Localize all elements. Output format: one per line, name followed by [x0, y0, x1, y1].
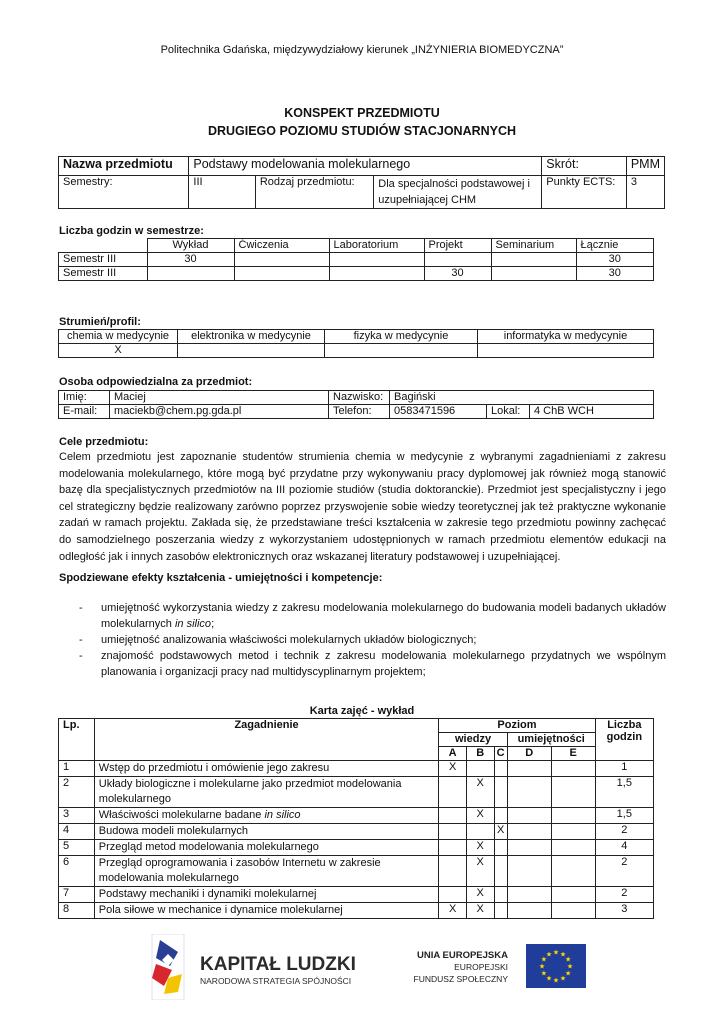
- profile-table: [58, 329, 654, 358]
- topic-text: Przegląd metod modelowania molekularnego: [98, 841, 319, 853]
- lp-cell: 2: [59, 777, 95, 808]
- topic-cell: [94, 840, 439, 856]
- eu-star-icon: ★: [559, 975, 567, 983]
- lp-cell: 6: [59, 856, 95, 887]
- list-item: [59, 600, 666, 632]
- level-e-cell: [551, 903, 595, 919]
- profile-header-cell: chemia w medycynie: [59, 330, 178, 344]
- hours-header: [595, 719, 653, 761]
- hours-cell: Semestr III: [59, 267, 148, 281]
- level-d-cell: [507, 887, 551, 903]
- hours-cell: [491, 253, 576, 267]
- ects-label: Punkty ECTS:: [542, 176, 627, 209]
- topic-text: Przegląd oprogramowania i zasobów Internetu w zakresie modelowania molekularnego: [98, 857, 381, 884]
- outcome-end: ;: [211, 618, 215, 630]
- document-title: [0, 104, 724, 140]
- room-value: 4 ChB WCH: [530, 405, 654, 419]
- kl-title: KAPITAŁ LUDZKI: [200, 954, 356, 975]
- profile-header-cell: informatyka w medycynie: [478, 330, 654, 344]
- table-row: [59, 808, 654, 824]
- topic-cell: [94, 856, 439, 887]
- hours-cell: 2: [595, 887, 653, 903]
- email-value[interactable]: maciekb@chem.pg.gda.pl: [110, 405, 329, 419]
- profile-label: Strumień/profil:: [59, 316, 141, 328]
- level-c-cell: [494, 808, 507, 824]
- person-table: [58, 390, 654, 419]
- level-d-header: D: [507, 747, 551, 761]
- first-name-label: Imię:: [59, 391, 110, 405]
- table-row: [59, 840, 654, 856]
- level-a-cell: [439, 824, 467, 840]
- level-b-cell: [466, 761, 494, 777]
- hours-header-row: [59, 239, 654, 253]
- schedule-body: [59, 761, 654, 919]
- eu-star-icon: ★: [540, 956, 548, 964]
- room-label: Lokal:: [487, 405, 530, 419]
- table-row: [59, 856, 654, 887]
- outcome-text: znajomość podstawowych metod i technik z zakresu modelowania molekularnego przydatnych we wspólnym planowania i organizacji pracy nad multidyscyplinarnym projektem;: [101, 650, 666, 678]
- topic-cell: [94, 777, 439, 808]
- last-name-value: Bagiński: [390, 391, 654, 405]
- level-a-cell: [439, 840, 467, 856]
- goals-label: Cele przedmiotu:: [59, 436, 149, 448]
- topic-text: Właściwości molekularne badane: [98, 809, 265, 821]
- eu-star-icon: ★: [564, 970, 572, 978]
- eu-logo: [412, 944, 592, 994]
- level-a-cell: [439, 856, 467, 887]
- hours-header-line-1: Liczba: [607, 719, 642, 731]
- level-c-cell: [494, 761, 507, 777]
- topic-header: Zagadnienie: [94, 719, 439, 761]
- hours-cell: [234, 267, 329, 281]
- level-e-header: E: [551, 747, 595, 761]
- level-b-cell: X: [466, 808, 494, 824]
- hours-cell: 2: [595, 824, 653, 840]
- course-type-label: Rodzaj przedmiotu:: [255, 176, 373, 209]
- level-d-cell: [507, 903, 551, 919]
- topic-text: Budowa modeli molekularnych: [98, 825, 248, 837]
- level-e-cell: [551, 887, 595, 903]
- level-e-cell: [551, 856, 595, 887]
- hours-header-cell: Laboratorium: [329, 239, 424, 253]
- profile-value-cell: [178, 344, 325, 358]
- hours-table: [58, 238, 654, 281]
- schedule-caption: Karta zajęć - wykład: [309, 705, 415, 717]
- level-b-cell: X: [466, 887, 494, 903]
- list-item: [59, 648, 666, 680]
- person-label: Osoba odpowiedzialna za przedmiot:: [59, 376, 253, 388]
- level-e-cell: [551, 761, 595, 777]
- level-e-cell: [551, 824, 595, 840]
- lp-cell: 4: [59, 824, 95, 840]
- title-line-1: KONSPEKT PRZEDMIOTU: [284, 106, 440, 120]
- profile-header-cell: elektronika w medycynie: [178, 330, 325, 344]
- dash-marker: -: [79, 634, 83, 646]
- eu-star-icon: ★: [538, 963, 546, 971]
- lp-cell: 7: [59, 887, 95, 903]
- hours-cell: 30: [576, 267, 654, 281]
- topic-text: Układy biologiczne i molekularne jako przedmiot modelowania molekularnego: [98, 778, 402, 805]
- dash-marker: -: [79, 650, 83, 662]
- level-a-cell: [439, 777, 467, 808]
- hours-cell: 2: [595, 856, 653, 887]
- level-e-cell: [551, 840, 595, 856]
- eu-star-icon: ★: [552, 949, 560, 957]
- hours-cell: [491, 267, 576, 281]
- topic-italic: in silico: [264, 809, 301, 821]
- kl-subtitle: NARODOWA STRATEGIA SPÓJNOŚCI: [200, 976, 352, 986]
- ects-value: 3: [626, 176, 664, 209]
- level-d-cell: [507, 777, 551, 808]
- level-d-cell: [507, 856, 551, 887]
- topic-cell: [94, 887, 439, 903]
- table-row: [59, 761, 654, 777]
- level-d-cell: [507, 824, 551, 840]
- hours-header-cell: Seminarium: [491, 239, 576, 253]
- institution-header: Politechnika Gdańska, międzywydziałowy kierunek „INŻYNIERIA BIOMEDYCZNA”: [160, 44, 564, 56]
- level-a-cell: X: [439, 903, 467, 919]
- level-c-cell: [494, 903, 507, 919]
- hours-cell: [147, 267, 234, 281]
- topic-cell: [94, 824, 439, 840]
- hours-row: [59, 267, 654, 281]
- table-row: [59, 903, 654, 919]
- hours-cell: 4: [595, 840, 653, 856]
- outcome-text: umiejętność analizowania właściwości molekularnych układów biologicznych;: [101, 634, 477, 646]
- level-a-cell: X: [439, 761, 467, 777]
- lp-cell: 5: [59, 840, 95, 856]
- hours-header-cell: Wykład: [147, 239, 234, 253]
- hours-cell: 1,5: [595, 808, 653, 824]
- lp-cell: 3: [59, 808, 95, 824]
- level-e-cell: [551, 808, 595, 824]
- hours-cell: [234, 253, 329, 267]
- hours-cell: 1: [595, 761, 653, 777]
- hours-cell: 1,5: [595, 777, 653, 808]
- table-row: [59, 824, 654, 840]
- hours-header-cell: Łącznie: [576, 239, 654, 253]
- skills-header: umiejętności: [507, 733, 595, 747]
- lp-header: Lp.: [59, 719, 95, 761]
- level-b-cell: X: [466, 777, 494, 808]
- eu-title: UNIA EUROPEJSKA: [417, 950, 508, 961]
- topic-cell: [94, 761, 439, 777]
- hours-header-line-2: godzin: [606, 731, 643, 743]
- eu-star-icon: ★: [564, 956, 572, 964]
- course-name-label: Nazwa przedmiotu: [59, 157, 189, 176]
- eu-star-icon: ★: [552, 977, 560, 985]
- profile-header-cell: fizyka w medycynie: [325, 330, 478, 344]
- level-header: Poziom: [439, 719, 595, 733]
- semester-value: III: [189, 176, 255, 209]
- kapital-ludzki-emblem: [152, 934, 184, 1000]
- schedule-table: [58, 718, 654, 919]
- topic-text: Podstawy mechaniki i dynamiki molekularnej: [98, 888, 317, 900]
- profile-value-cell: X: [59, 344, 178, 358]
- hours-cell: 30: [424, 267, 491, 281]
- level-a-header: A: [439, 747, 467, 761]
- table-row: [59, 887, 654, 903]
- eu-line-1: EUROPEJSKI: [454, 962, 508, 972]
- level-a-cell: [439, 808, 467, 824]
- knowledge-header: wiedzy: [439, 733, 507, 747]
- level-a-cell: [439, 887, 467, 903]
- last-name-label: Nazwisko:: [329, 391, 390, 405]
- level-b-cell: [466, 824, 494, 840]
- level-d-cell: [507, 840, 551, 856]
- level-c-cell: X: [494, 824, 507, 840]
- level-c-cell: [494, 887, 507, 903]
- eu-star-icon: ★: [545, 975, 553, 983]
- hours-cell: 30: [576, 253, 654, 267]
- goals-text: Celem przedmiotu jest zapoznanie studentów strumienia chemia w medycynie z wybranymi zagadnieniami z zakresu modelowania molekularnego, które mogą być przydatne przy wykonywaniu pracy dyplomowej jak również mogą stanowić bazę dla specjalistycznych przedmiotów na III poziomie studiów (studia doktoranckie). Przedmiot jest specjalistyczny i jego cel strategiczny będzie realizowany zarówno poprzez przyswojenie sobie wiedzy teoretycznej jak też praktyczne wykonanie zadań w ramach projektu. Zakłada się, że przedstawiane treści kształcenia w zakresie tego przedmiotu powinny zachęcać do samodzielnego poszerzania wiedzy z wykorzystaniem udostępnionych w ramach przedmiotu elementów edukacji na odległość jak i innych zasobów elektronicznych oraz wskazanej literatury podstawowej i uzupełniającej.: [59, 451, 666, 563]
- kapital-ludzki-logo: [148, 934, 368, 1000]
- eu-star-icon: ★: [566, 963, 574, 971]
- hours-row: [59, 253, 654, 267]
- course-short-label: Skrót:: [542, 157, 627, 176]
- phone-value: 0583471596: [390, 405, 487, 419]
- topic-cell: [94, 808, 439, 824]
- topic-cell: [94, 903, 439, 919]
- hours-cell: Semestr III: [59, 253, 148, 267]
- lp-cell: 1: [59, 761, 95, 777]
- eu-star-icon: ★: [540, 970, 548, 978]
- course-name-value: Podstawy modelowania molekularnego: [189, 157, 542, 176]
- eu-line-2: FUNDUSZ SPOŁECZNY: [413, 974, 508, 984]
- hours-cell: 3: [595, 903, 653, 919]
- level-c-cell: [494, 856, 507, 887]
- semester-label: Semestry:: [59, 176, 189, 209]
- outcomes-label: Spodziewane efekty kształcenia - umiejętności i kompetencje:: [59, 572, 383, 584]
- level-d-cell: [507, 808, 551, 824]
- hours-header-cell: Ćwiczenia: [234, 239, 329, 253]
- level-b-cell: X: [466, 856, 494, 887]
- course-short-value: PMM: [626, 157, 664, 176]
- level-c-cell: [494, 777, 507, 808]
- course-type-value: Dla specjalności podstawowej i uzupełniającej CHM: [374, 176, 542, 209]
- lp-cell: 8: [59, 903, 95, 919]
- hours-cell: [329, 267, 424, 281]
- phone-label: Telefon:: [329, 405, 390, 419]
- first-name-value: Maciej: [110, 391, 329, 405]
- eu-star-icon: ★: [545, 951, 553, 959]
- course-info-table: [58, 156, 665, 209]
- profile-value-cell: [478, 344, 654, 358]
- level-b-header: B: [466, 747, 494, 761]
- hours-cell: [329, 253, 424, 267]
- hours-cell: 30: [147, 253, 234, 267]
- level-e-cell: [551, 777, 595, 808]
- table-row: [59, 777, 654, 808]
- level-b-cell: X: [466, 903, 494, 919]
- outcomes-list: [59, 600, 666, 680]
- level-d-cell: [507, 761, 551, 777]
- topic-text: Pola siłowe w mechanice i dynamice molekularnej: [98, 904, 343, 916]
- eu-star-icon: ★: [559, 951, 567, 959]
- dash-marker: -: [79, 602, 83, 614]
- level-c-cell: [494, 840, 507, 856]
- hours-cell: [424, 253, 491, 267]
- hours-header-cell: Projekt: [424, 239, 491, 253]
- level-c-header: C: [494, 747, 507, 761]
- outcome-text: umiejętność wykorzystania wiedzy z zakresu modelowania molekularnego do budowania modeli badanych układów molekularnych: [101, 602, 666, 630]
- topic-text: Wstęp do przedmiotu i omówienie jego zakresu: [98, 762, 330, 774]
- list-item: [59, 632, 666, 648]
- outcome-italic: in silico: [174, 618, 212, 630]
- level-b-cell: X: [466, 840, 494, 856]
- email-label: E-mail:: [59, 405, 110, 419]
- title-line-2: DRUGIEGO POZIOMU STUDIÓW STACJONARNYCH: [207, 124, 517, 138]
- profile-value-cell: [325, 344, 478, 358]
- hours-header-cell: [59, 239, 148, 253]
- hours-label: Liczba godzin w semestrze:: [59, 225, 204, 237]
